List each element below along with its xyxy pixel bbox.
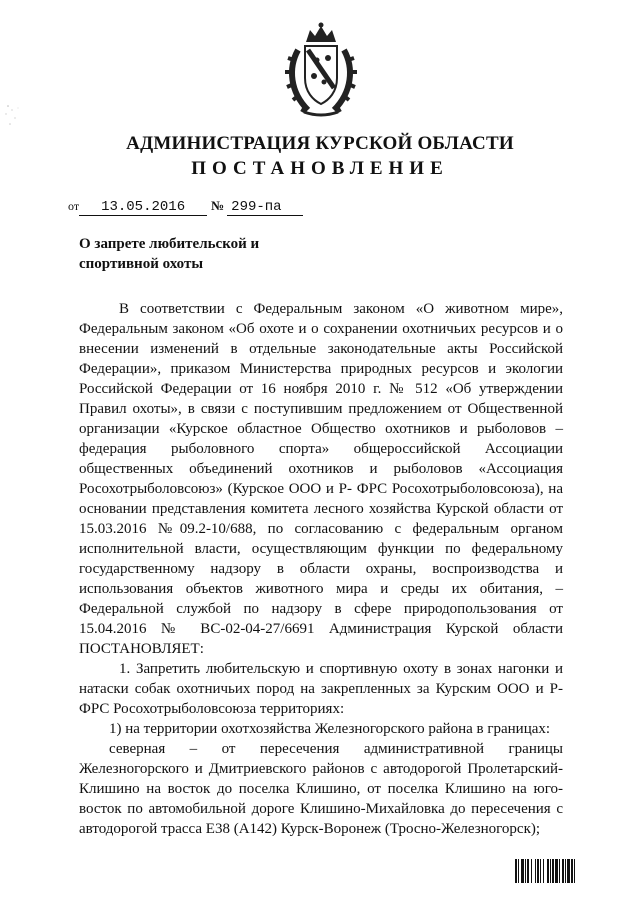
body-paragraph-4: северная – от пересечения административной границы Железногорского и Дмитриевского районов с автодорогой Пролетарский-Клишино на восток до поселка Клишино, от поселка Клишино на юго-восток по автомобильной дороге Клишино-Михайловка до пересечения с автодорогой трасса Е38 (А142) Курск-Воронеж (Тросно-Железногорск); xyxy=(79,741,563,837)
date-value: 13.05.2016 xyxy=(79,199,207,216)
number-value: 299-па xyxy=(227,199,303,216)
document-body xyxy=(79,299,563,839)
number-label: № xyxy=(211,198,225,213)
date-number-line xyxy=(68,198,303,216)
body-paragraph-1: В соответствии с Федеральным законом «О животном мире», Федеральным законом «Об охоте и о сохранении охотничьих ресурсов и о внесении изменений в отдельные законодательные акты Российской Федерации», приказом Министерства природных ресурсов и экологии Российской Федерации от 16 ноября 2010 г. № 512 «Об утверждении Правил охоты», в связи с поступившим предложением от Общественной организации «Курское областное Общество охотников и рыболовов – федерация рыболовного спорта» общероссийской Ассоциации общественных объединений охотников и рыболовов «Ассоциация Росохотрыболовсоюз» (Курское ООО и Р- ФРС Росохотрыболовсоюза), на основании представления комитета лесного хозяйства Курской области от 15.03.2016 №09.2-10/688, по согласованию с федеральным органом исполнительной власти, осуществляющим функции по федеральному государственному надзору в области охраны, воспроизводства и использования объектов животного мира и среды их обитания, – Федеральной службой по надзору в сфере природопользования от 15.04.2016 № ВС-02-04-27/6691 Администрация Курской области ПОСТАНОВЛЯЕТ: xyxy=(79,301,563,657)
date-label: от xyxy=(68,199,80,213)
subject-line-1: О запрете любительской и xyxy=(79,236,260,252)
body-paragraph-3: 1) на территории охотхозяйства Железногорского района в границах: xyxy=(109,721,551,737)
document-type: ПОСТАНОВЛЕНИЕ xyxy=(191,158,449,179)
barcode-icon xyxy=(515,859,617,883)
scan-noise-icon xyxy=(0,100,30,140)
document-subject xyxy=(79,234,339,274)
subject-line-2: спортивной охоты xyxy=(79,256,204,272)
organization-title: АДМИНИСТРАЦИЯ КУРСКОЙ ОБЛАСТИ xyxy=(126,133,514,154)
body-paragraph-2: 1. Запретить любительскую и спортивную охоту в зонах нагонки и натаски собак охотничьих пород на закрепленных за Курским ООО и Р-ФРС Росохотрыболовсоюза территориях: xyxy=(79,661,563,717)
coat-of-arms-icon xyxy=(284,20,358,120)
